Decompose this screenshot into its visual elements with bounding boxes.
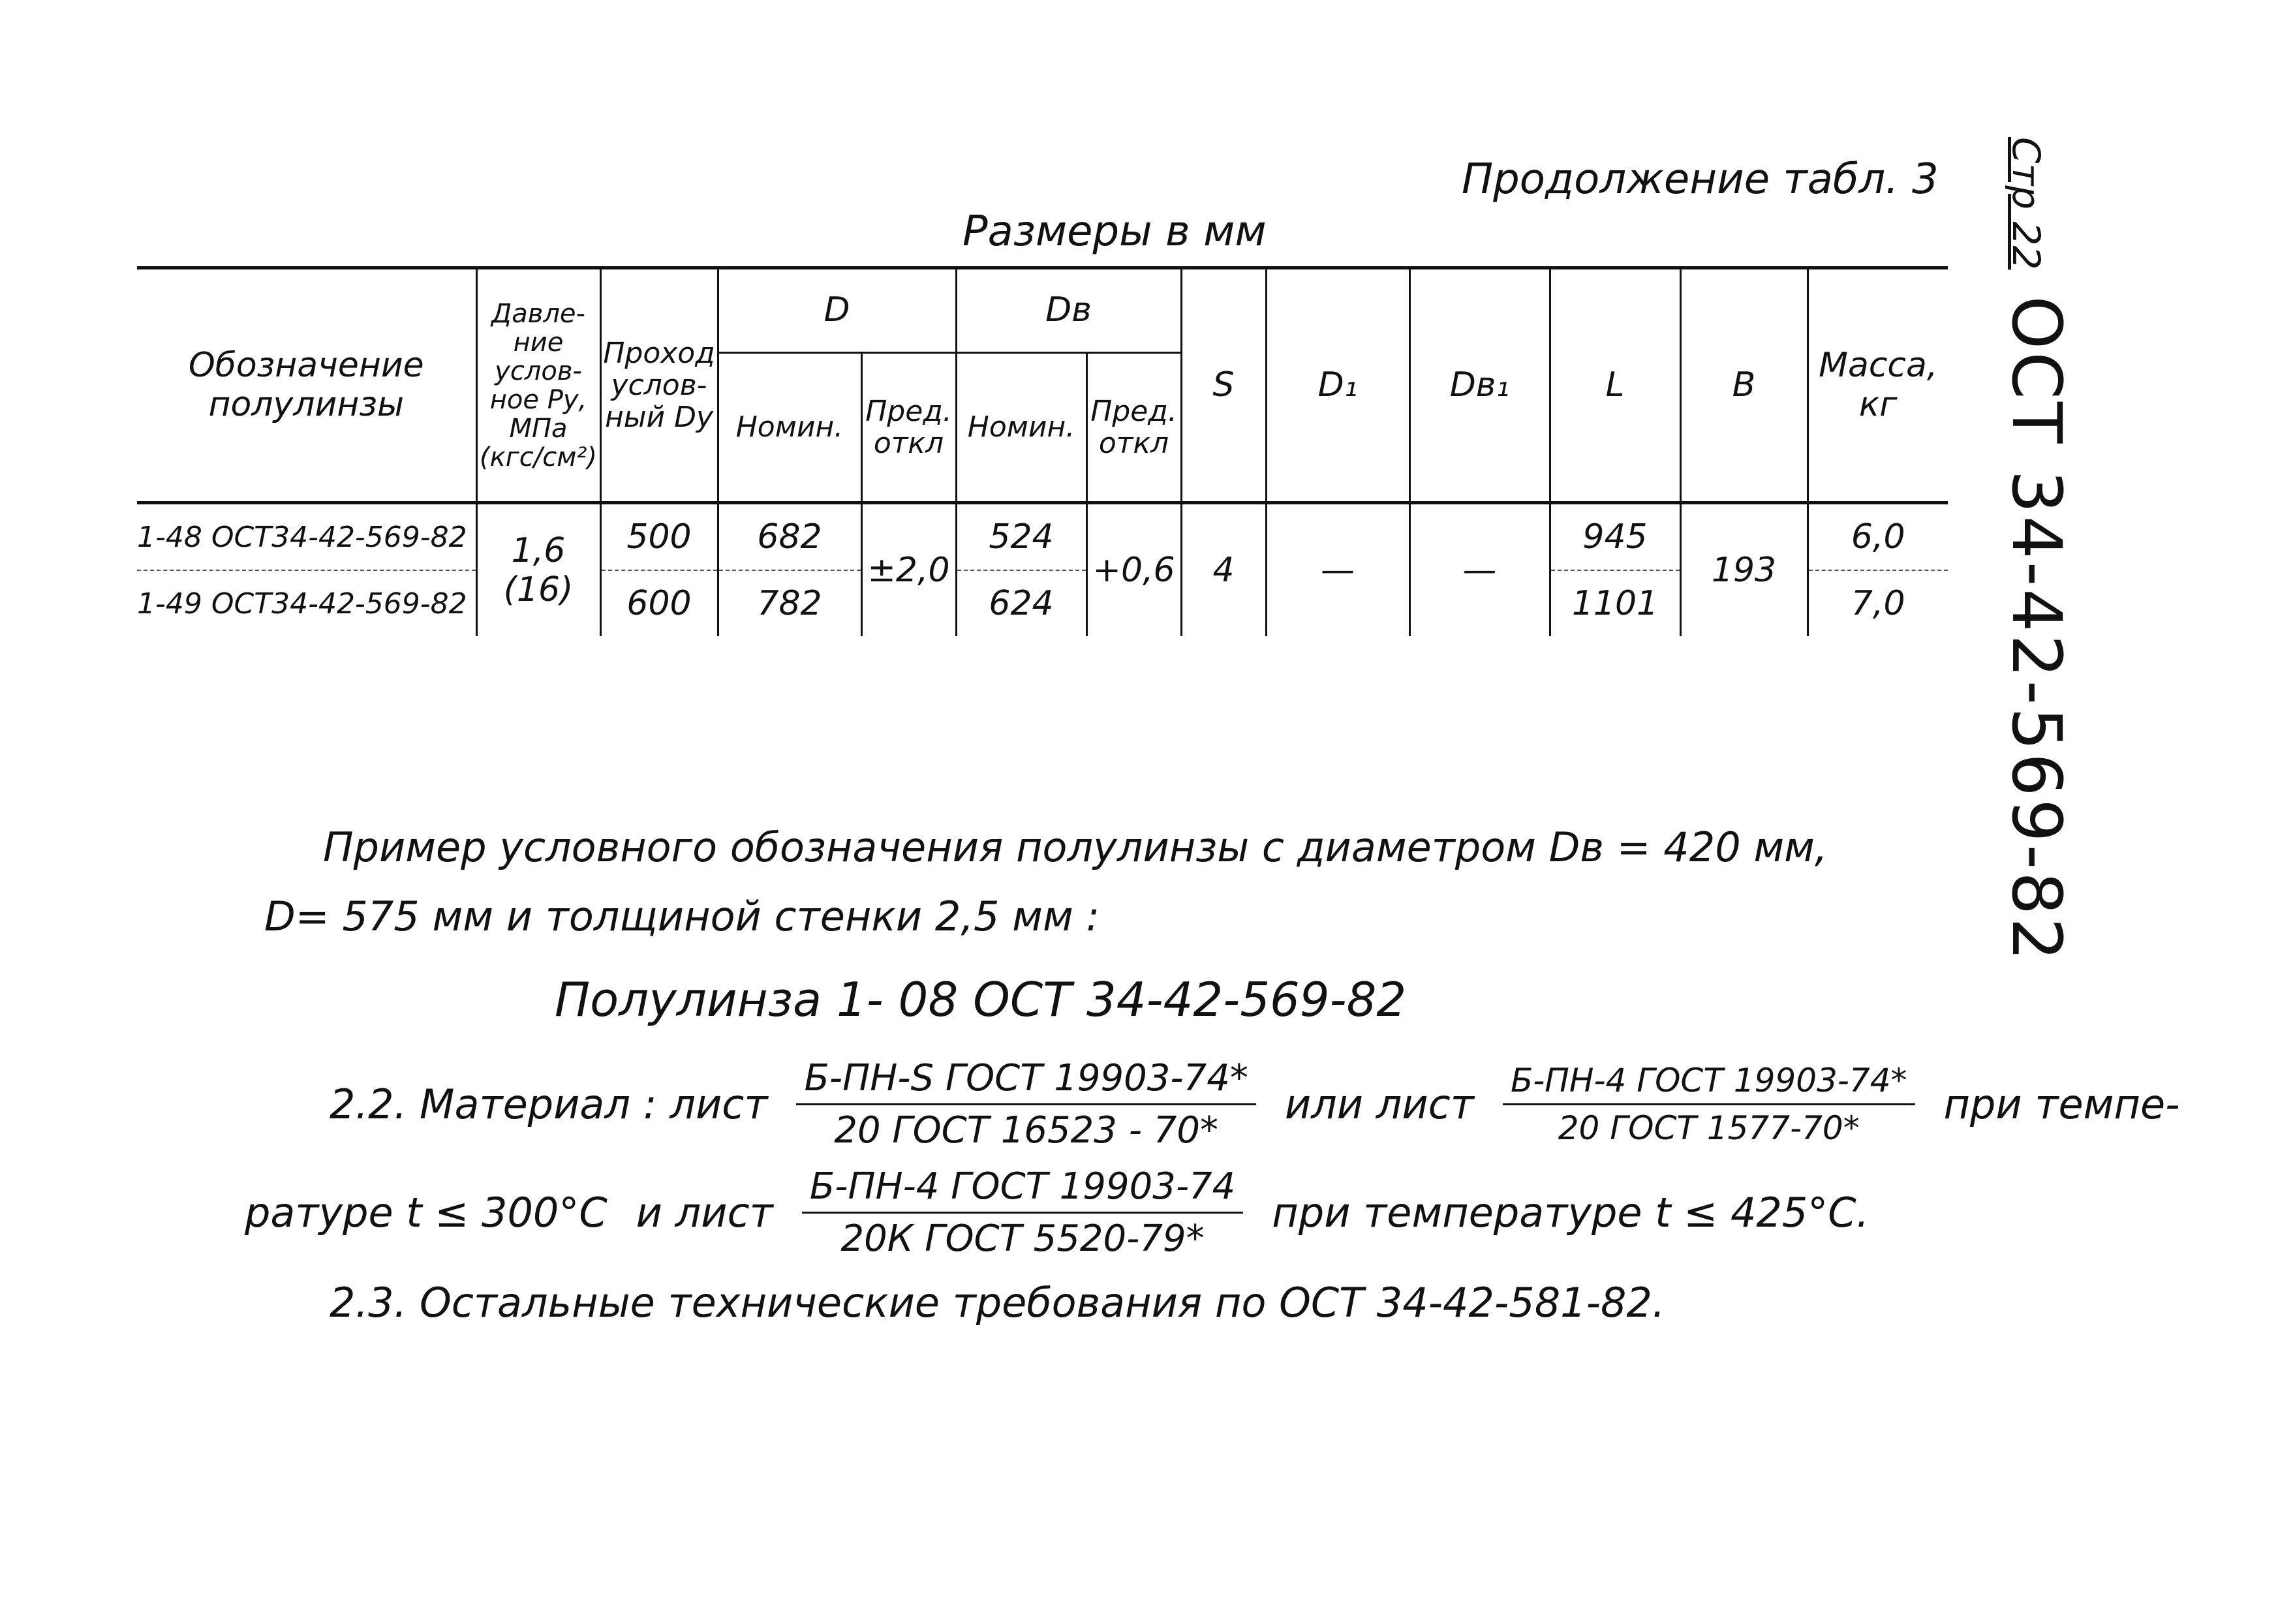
mass-cell: 6,0 [1808,503,1948,571]
header-l: L [1550,268,1680,503]
header-d-dev: Пред. откл [861,353,956,503]
or-sheet-text: или лист [1284,1080,1474,1128]
at-temp-2-text: при температуре t ≤ 425°C. [1272,1189,1870,1236]
header-d1: D₁ [1266,268,1409,503]
header-db-nom: Номин. [956,353,1086,503]
db-nom-cell: 524 [956,503,1086,571]
pressure-cell: 1,6 (16) [476,503,600,637]
l-cell: 945 [1550,503,1680,571]
fraction-numerator: Б-ПН-4 ГОСТ 19903-74* [1503,1062,1915,1105]
fraction-denominator: 20 ГОСТ 1577-70* [1558,1109,1860,1147]
dimensions-table [137,266,1948,636]
material-fraction-3 [802,1165,1243,1260]
header-s: S [1181,268,1266,503]
fraction-numerator: Б-ПН-4 ГОСТ 19903-74 [802,1165,1243,1214]
page-number: Стр 22 [2004,137,2048,270]
designation-example: Полулинза 1- 08 ОСТ 34-42-569-82 [555,972,1407,1027]
db-dev-cell: +0,6 [1086,503,1181,637]
header-mass: Масса, кг [1808,268,1948,503]
l-cell: 1101 [1550,570,1680,636]
header-pressure: Давле-ние услов-ное Ру, МПа (кгс/см²) [476,268,600,503]
side-stamp [1997,137,2076,964]
d-dev-cell: ±2,0 [861,503,956,637]
header-d: D [718,268,956,353]
db-nom-cell: 624 [956,570,1086,636]
s-cell: 4 [1181,503,1266,637]
at-temp-text: при темпе- [1943,1080,2180,1128]
temp-text: ратуре t ≤ 300°C [245,1189,608,1236]
and-sheet-text: и лист [636,1189,773,1236]
example-line-2: D= 575 мм и толщиной стенки 2,5 мм : [264,893,1100,940]
designation-cell: 1-49 ОСТ34-42-569-82 [137,570,476,636]
header-designation: Обозначение полулинзы [137,268,476,503]
designation-cell: 1-48 ОСТ34-42-569-82 [137,503,476,571]
example-line-1: Пример условного обозначения полулинзы с диаметром Dв = 420 мм, [323,823,1828,871]
material-label: 2.2. Материал : лист [330,1080,768,1128]
d-nom-cell: 682 [718,503,861,571]
header-d-nom: Номин. [718,353,861,503]
db1-cell: — [1409,503,1550,637]
material-fraction-2 [1503,1062,1915,1147]
header-db-dev: Пред. откл [1086,353,1181,503]
table-row [137,503,1948,571]
header-db: Dв [956,268,1181,353]
d1-cell: — [1266,503,1409,637]
other-requirements: 2.3. Остальные технические требования по ОСТ 34-42-581-82. [330,1279,1665,1326]
material-fraction-1 [796,1057,1255,1152]
fraction-denominator: 20К ГОСТ 5520-79* [840,1218,1205,1260]
fraction-numerator: Б-ПН-S ГОСТ 19903-74* [796,1057,1255,1105]
passage-cell: 600 [600,570,718,636]
passage-cell: 500 [600,503,718,571]
standard-code: ОСТ 34-42-569-82 [1997,296,2076,964]
b-cell: 193 [1680,503,1808,637]
material-line-2 [245,1165,1869,1260]
header-db1: Dв₁ [1409,268,1550,503]
table-row [137,570,1948,636]
header-passage: Проход услов-ный Dу [600,268,718,503]
d-nom-cell: 782 [718,570,861,636]
fraction-denominator: 20 ГОСТ 16523 - 70* [834,1109,1218,1152]
continuation-label: Продолжение табл. 3 [1462,155,1939,204]
material-line [330,1057,2180,1152]
dimensions-label: Размеры в мм [962,207,1267,256]
header-b: B [1680,268,1808,503]
mass-cell: 7,0 [1808,570,1948,636]
